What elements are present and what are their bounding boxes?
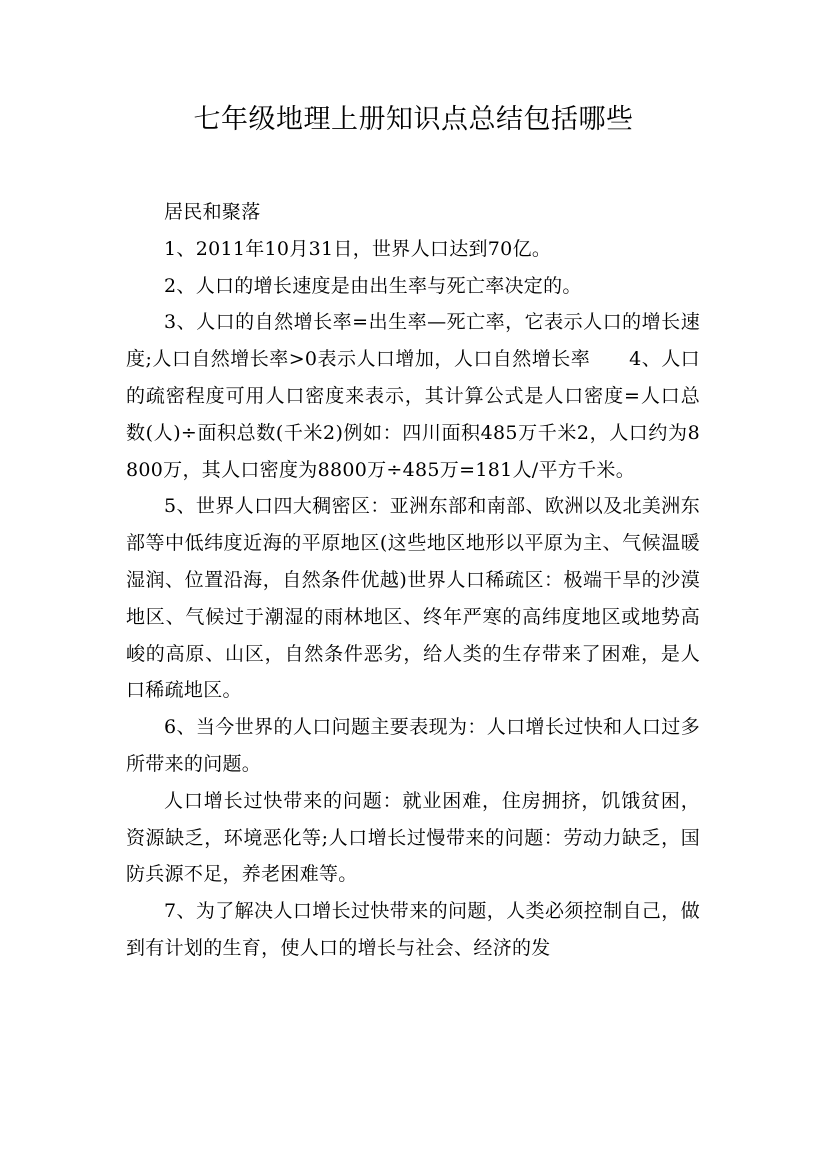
paragraph-2: 2、人口的增长速度是由出生率与死亡率决定的。 — [164, 274, 582, 297]
document-title: 七年级地理上册知识点总结包括哪些 — [193, 104, 634, 135]
paragraph-5: 5、世界人口四大稠密区：亚洲东部和南部、欧洲以及北美洲东部等中低纬度近海的平原地区(这些地区地形以平原为主、气候温暖湿润、位置沿海，自然条件优越)世界人口稀疏区：极端干旱的沙漠地区、气候过于潮湿的雨林地区、终年严寒的高纬度地区或地势高峻的高原、山区，自然条件恶劣，给人类的生存带来了困难，是人口稀疏地区。 — [126, 495, 700, 702]
paragraph-7: 7、为了解决人口增长过快带来的问题，人类必须控制自己，做到有计划的生育，使人口的增长与社会、经济的发 — [126, 900, 700, 959]
document-body — [126, 194, 700, 967]
paragraph-3: 3、人口的自然增长率=出生率—死亡率，它表示人口的增长速度;人口自然增长率>0表示人口增加，人口自然增长率 4、人口的疏密程度可用人口密度来表示，其计算公式是人口密度=人口总数(人)÷面积总数(千米2)例如：四川面积485万千米2，人口约为8800万，其人口密度为8800万÷485万=181人/平方千米。 — [126, 311, 700, 481]
paragraph-6: 6、当今世界的人口问题主要表现为：人口增长过快和人口过多所带来的问题。 — [126, 716, 700, 775]
paragraph-6-detail: 人口增长过快带来的问题：就业困难，住房拥挤，饥饿贫困，资源缺乏，环境恶化等;人口增长过慢带来的问题：劳动力缺乏，国防兵源不足，养老困难等。 — [126, 789, 700, 886]
paragraph-1: 1、2011年10月31日，世界人口达到70亿。 — [164, 237, 552, 260]
section-heading: 居民和聚落 — [164, 201, 261, 223]
